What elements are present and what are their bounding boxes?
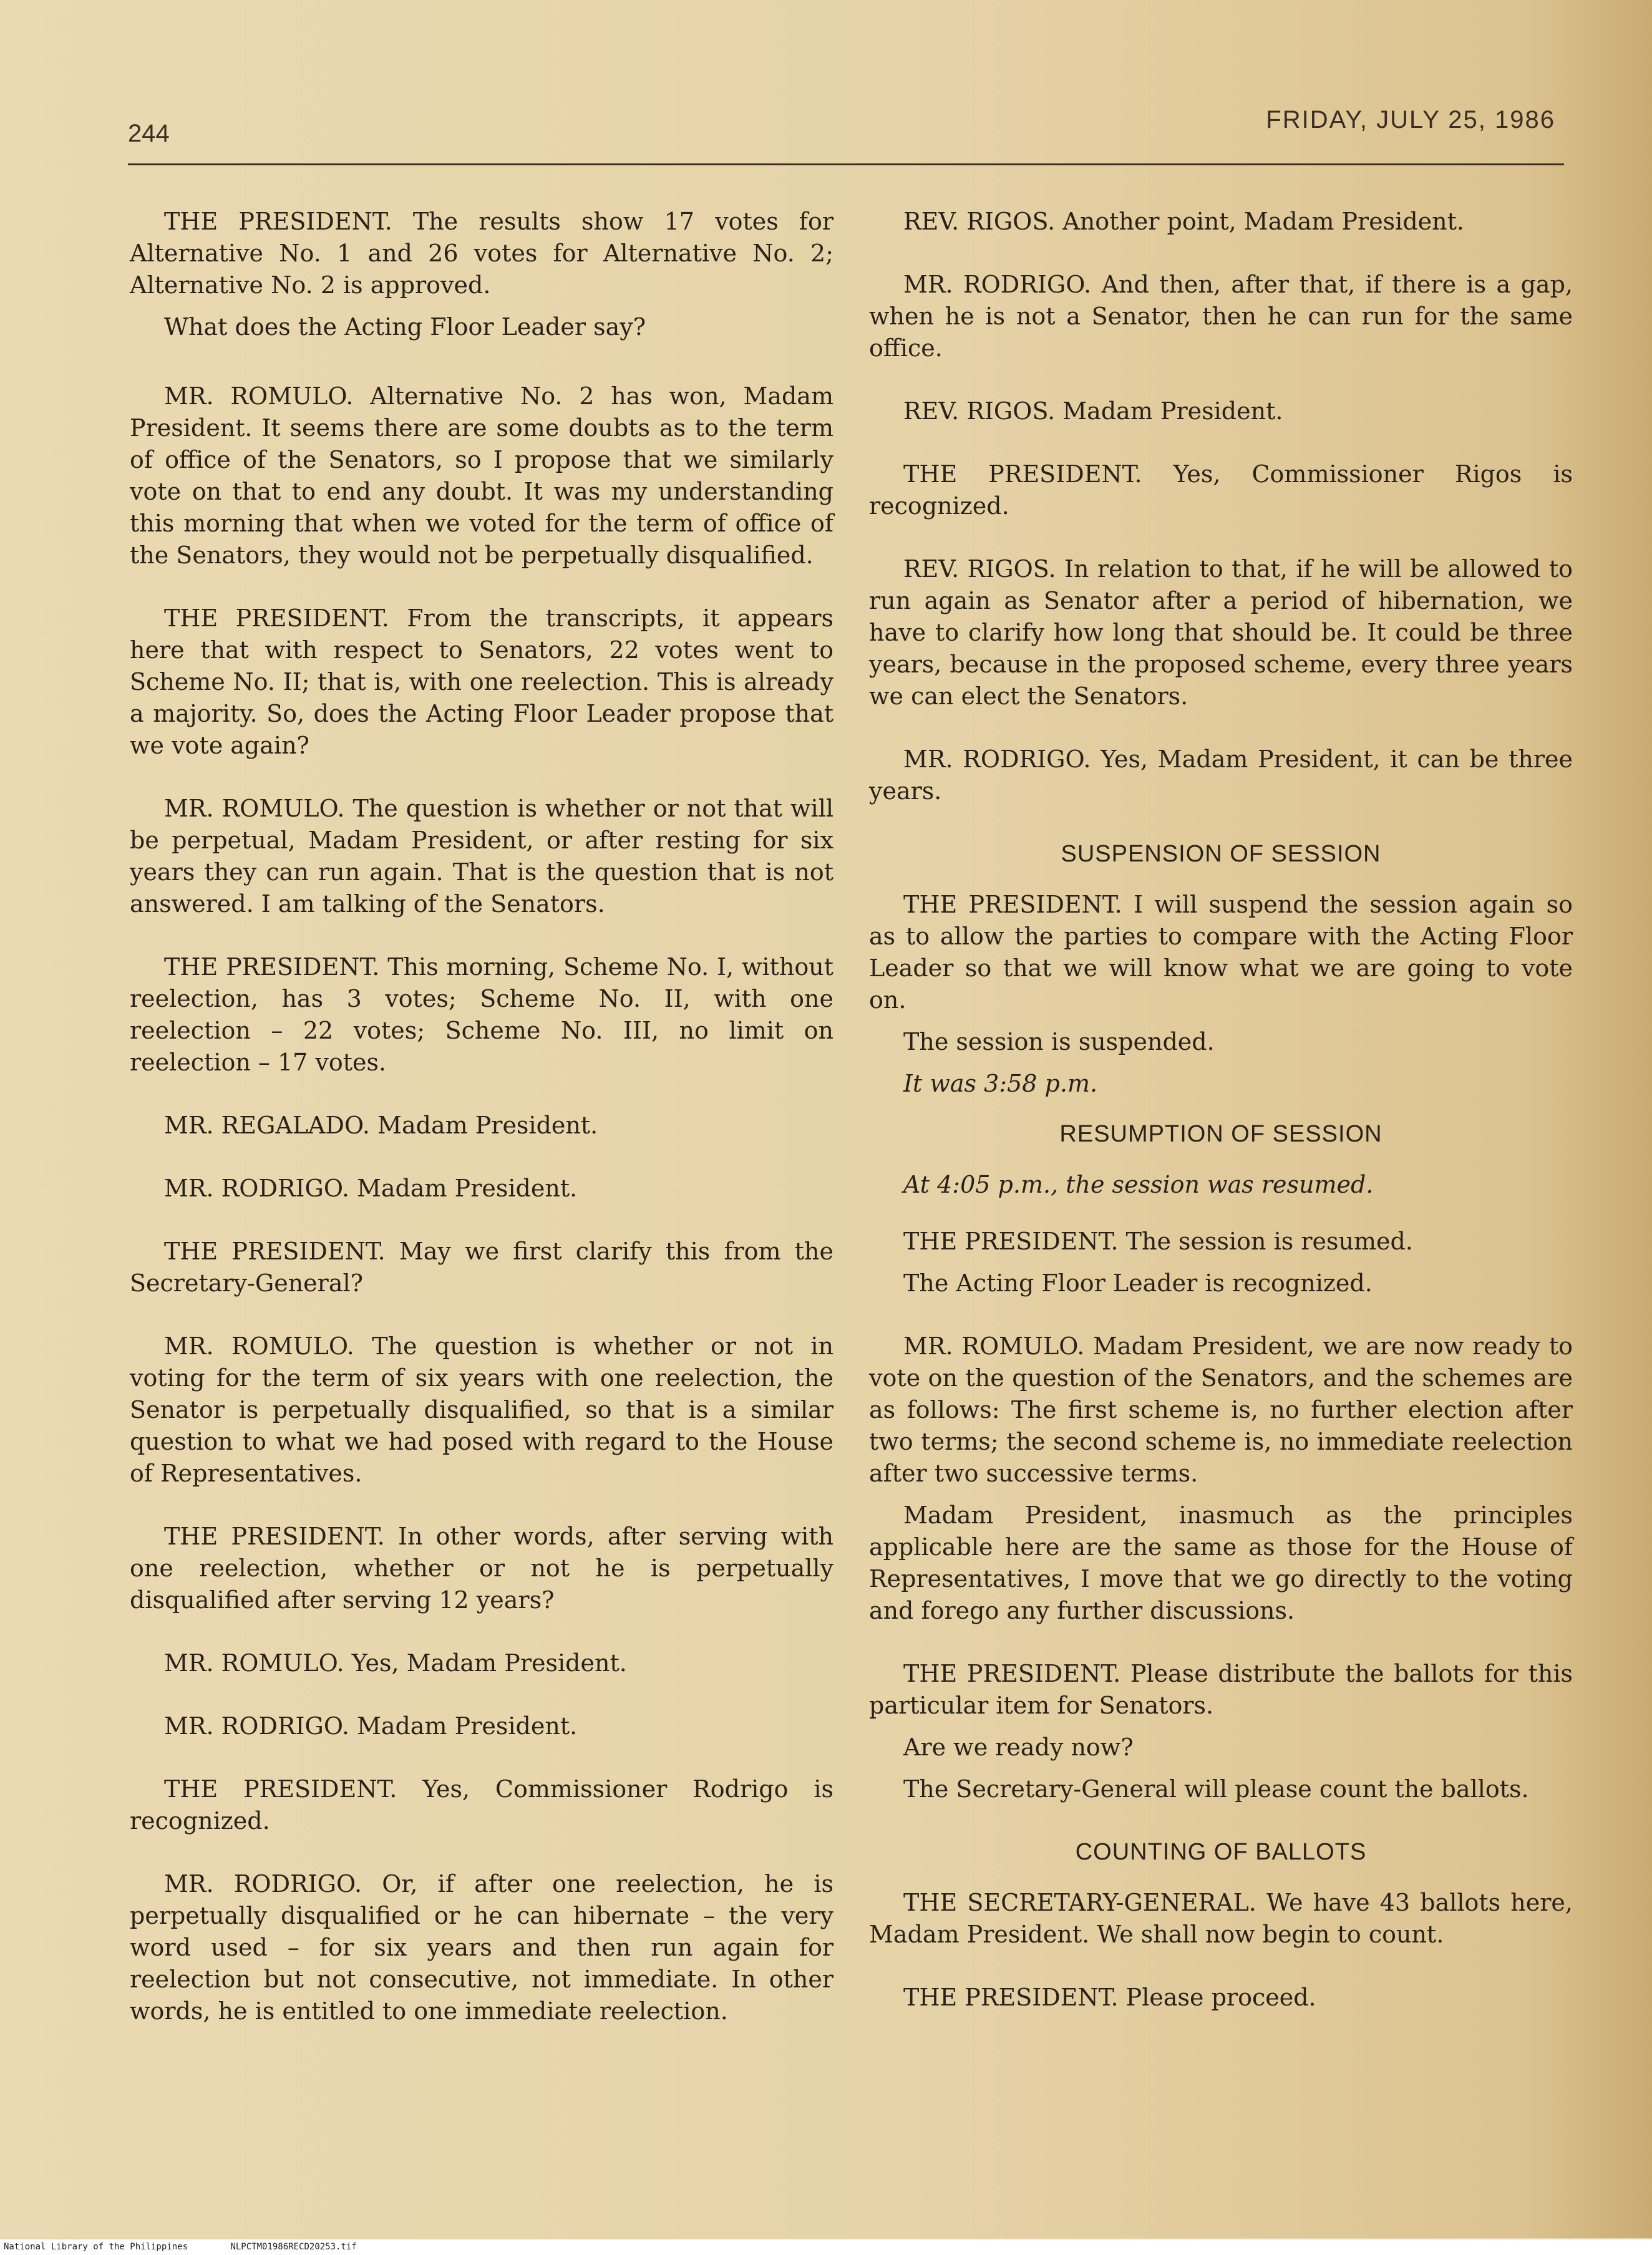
paragraph: MR. ROMULO. Yes, Madam President. — [164, 1649, 627, 1677]
header-rule — [128, 163, 1564, 165]
paragraph: MR. ROMULO. The question is whether or not that will be perpetual, Madam President, or after resting for six years they can run again. That is the question that is not answered. I am talking of the Senators. — [130, 795, 833, 918]
section-heading-resumption: RESUMPTION OF SESSION — [1059, 1121, 1382, 1147]
paragraph: THE PRESIDENT. Yes, Commissioner Rigos is recognized. — [869, 460, 1573, 520]
paragraph: MR. RODRIGO. Madam President. — [164, 1712, 578, 1740]
page-number: 244 — [128, 120, 170, 147]
paragraph: Are we ready now? — [903, 1734, 1134, 1761]
paragraph: MR. RODRIGO. Madam President. — [164, 1175, 578, 1202]
paragraph: THE PRESIDENT. Please distribute the ballots for this particular item for Senators. — [869, 1660, 1573, 1719]
left-column — [130, 206, 833, 2059]
paragraph: THE PRESIDENT. May we first clarify this from the Secretary-General? — [130, 1238, 833, 1297]
right-column — [869, 206, 1573, 2045]
paragraph: MR. RODRIGO. Or, if after one reelection, he is perpetually disqualified or he can hibernate – the very word used – for six years and then run again for reelection but not consecutive, not immediate. In other words, he is entitled to one immediate reelection. — [130, 1870, 833, 2025]
footer-library: National Library of the Philippines — [4, 2242, 188, 2252]
paragraph: REV. RIGOS. Madam President. — [903, 397, 1283, 425]
paragraph: MR. ROMULO. Alternative No. 2 has won, Madam President. It seems there are some doubts as to the term of office of the Senators, so I propose that we similarly vote on that to end any doubt. It was my understanding this morning that when we voted for the term of office of the Senators, they would not be perpetually disqualified. — [130, 382, 833, 569]
paragraph: MR. REGALADO. Madam President. — [164, 1112, 598, 1139]
paragraph: THE PRESIDENT. From the transcripts, it appears here that with respect to Senators, 22 votes went to Scheme No. II; that is, with one reelection. This is already a majority. So, does the Acting Floor Leader propose that we vote again? — [130, 604, 833, 759]
paragraph: The Secretary-General will please count the ballots. — [903, 1775, 1529, 1803]
paragraph: The session is suspended. — [903, 1028, 1215, 1055]
paragraph: What does the Acting Floor Leader say? — [164, 313, 646, 341]
paragraph: REV. RIGOS. Another point, Madam President. — [903, 208, 1464, 235]
paragraph: The Acting Floor Leader is recognized. — [903, 1269, 1373, 1297]
paragraph: MR. ROMULO. Madam President, we are now ready to vote on the question of the Senators, and the schemes are as follows: The first scheme is, no further election after two terms; the second scheme is, no immediate reelection after two successive terms. — [869, 1332, 1573, 1487]
running-head-date: FRIDAY, JULY 25, 1986 — [1266, 106, 1555, 133]
paragraph: Madam President, inasmuch as the principles applicable here are the same as those for the House of Representatives, I move that we go directly to the voting and forego any further discussions. — [869, 1501, 1573, 1624]
scan-footer — [0, 2239, 1652, 2255]
paragraph: THE PRESIDENT. This morning, Scheme No. I, without reelection, has 3 votes; Scheme No. II, with one reelection – 22 votes; Scheme No. III, no limit on reelection – 17 votes. — [130, 953, 833, 1076]
paragraph: THE PRESIDENT. Please proceed. — [903, 1984, 1316, 2011]
footer-filename: NLPCTM01986RECD20253.tif — [230, 2242, 357, 2252]
paragraph: THE PRESIDENT. The results show 17 votes for Alternative No. 1 and 26 votes for Alternative No. 2; Alternative No. 2 is approved. — [130, 208, 833, 299]
section-heading-counting: COUNTING OF BALLOTS — [1075, 1839, 1367, 1865]
paragraph: MR. RODRIGO. Yes, Madam President, it can be three years. — [869, 745, 1573, 805]
paragraph: THE PRESIDENT. Yes, Commissioner Rodrigo is recognized. — [130, 1775, 833, 1835]
paragraph: THE SECRETARY-GENERAL. We have 43 ballots here, Madam President. We shall now begin to count. — [869, 1889, 1573, 1948]
paragraph: THE PRESIDENT. I will suspend the session again so as to allow the parties to compare with the Acting Floor Leader so that we will know what we are going to vote on. — [869, 891, 1573, 1014]
paragraph: REV. RIGOS. In relation to that, if he will be allowed to run again as Senator after a period of hibernation, we have to clarify how long that should be. It could be three years, because in the proposed scheme, every three years we can elect the Senators. — [869, 555, 1573, 710]
paragraph: THE PRESIDENT. In other words, after serving with one reelection, whether or not he is perpetually disqualified after serving 12 years? — [130, 1523, 833, 1614]
paragraph: THE PRESIDENT. The session is resumed. — [903, 1228, 1413, 1255]
section-heading-suspension: SUSPENSION OF SESSION — [1061, 841, 1381, 867]
paragraph: MR. ROMULO. The question is whether or not in voting for the term of six years with one reelection, the Senator is perpetually disqualified, so that is a similar question to what we had posed with regard to the House of Representatives. — [130, 1332, 833, 1487]
paragraph: MR. RODRIGO. And then, after that, if there is a gap, when he is not a Senator, then he can run for the same office. — [869, 271, 1573, 362]
paragraph-time-note: At 4:05 p.m., the session was resumed. — [903, 1171, 1374, 1198]
paragraph-time-note: It was 3:58 p.m. — [903, 1070, 1098, 1097]
